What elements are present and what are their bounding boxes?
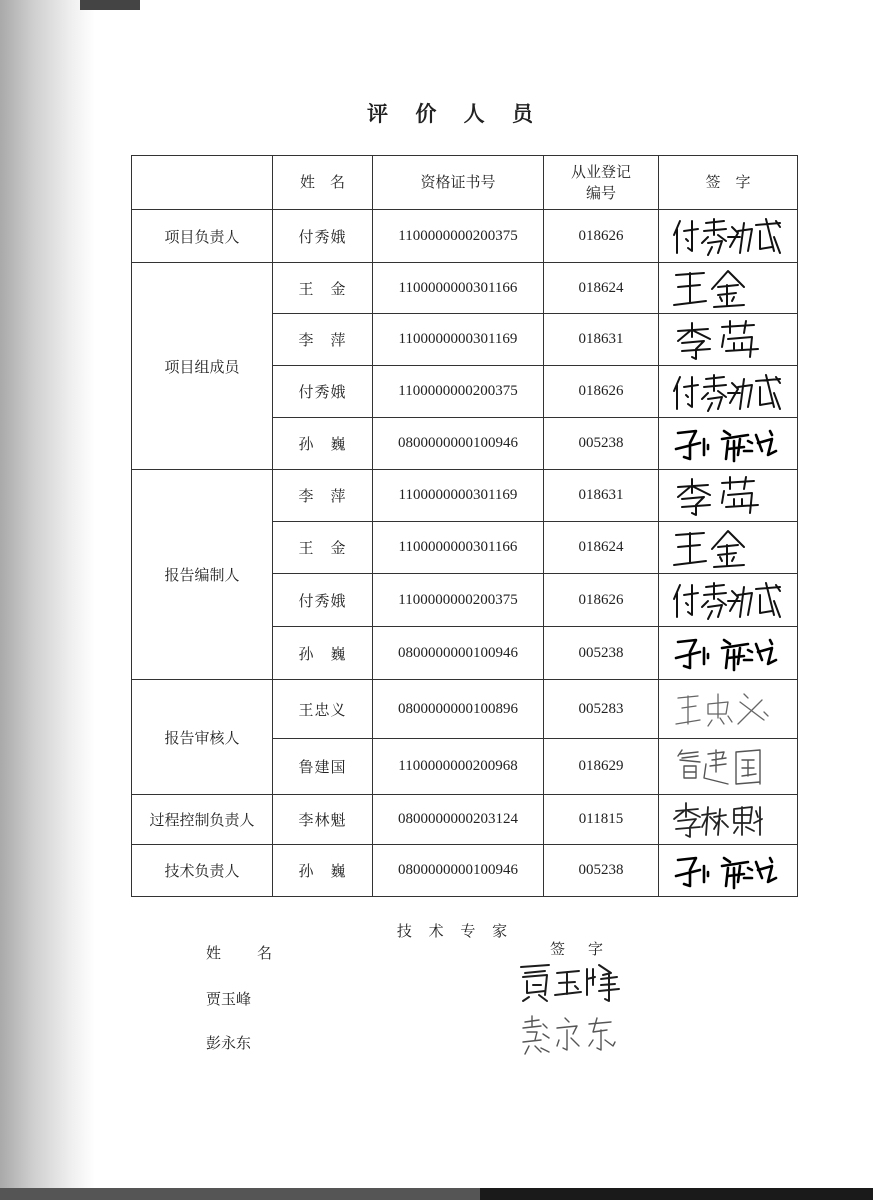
scan-edge-bottom (0, 1188, 480, 1200)
registration-number-cell: 018631 (544, 470, 659, 522)
name-cell: 鲁建国 (273, 739, 373, 795)
name-cell: 李 萍 (273, 470, 373, 522)
registration-number-cell: 018624 (544, 522, 659, 574)
scan-edge-top (80, 0, 140, 10)
expert-name: 贾玉峰 (206, 990, 252, 1008)
cert-number-cell: 1100000000301169 (373, 314, 544, 366)
role-cell: 过程控制负责人 (132, 795, 273, 845)
registration-number-cell: 018624 (544, 263, 659, 314)
name-cell: 王 金 (273, 522, 373, 574)
name-cell: 王忠义 (273, 680, 373, 739)
page-title: 评 价 人 员 (367, 102, 543, 126)
header-registration-number: 从业登记 编号 (544, 156, 659, 210)
cert-number-cell: 1100000000200968 (373, 739, 544, 795)
signature-cell (659, 795, 798, 845)
name-cell: 王 金 (273, 263, 373, 314)
page-edge-shadow (0, 0, 95, 1200)
header-signature: 签 字 (659, 156, 798, 210)
role-cell: 技术负责人 (132, 845, 273, 897)
signature-cell (659, 366, 798, 418)
registration-number-cell: 005283 (544, 680, 659, 739)
cert-number-cell: 0800000000203124 (373, 795, 544, 845)
registration-number-cell: 018631 (544, 314, 659, 366)
name-cell: 李 萍 (273, 314, 373, 366)
experts-name-label: 姓 名 (206, 944, 275, 962)
signature-cell (659, 210, 798, 263)
cert-number-cell: 1100000000200375 (373, 574, 544, 627)
table-header-row (132, 156, 798, 210)
signature-cell (659, 263, 798, 314)
registration-number-cell: 005238 (544, 418, 659, 470)
name-cell: 孙 巍 (273, 627, 373, 680)
expert-signature-1 (515, 955, 625, 1007)
table-row (132, 263, 798, 314)
experts-sign-label: 签 字 (550, 940, 608, 958)
role-cell: 报告审核人 (132, 680, 273, 795)
cert-number-cell: 0800000000100946 (373, 627, 544, 680)
signature-cell (659, 845, 798, 897)
signature-cell (659, 314, 798, 366)
role-cell: 项目组成员 (132, 263, 273, 470)
name-cell: 付秀娥 (273, 366, 373, 418)
cert-number-cell: 1100000000301166 (373, 522, 544, 574)
registration-number-cell: 018629 (544, 739, 659, 795)
header-role-blank (132, 156, 273, 210)
cert-number-cell: 0800000000100946 (373, 418, 544, 470)
evaluator-table (131, 155, 798, 897)
name-cell: 孙 巍 (273, 845, 373, 897)
registration-number-cell: 018626 (544, 366, 659, 418)
name-cell: 孙 巍 (273, 418, 373, 470)
role-cell: 报告编制人 (132, 470, 273, 680)
registration-number-cell: 018626 (544, 210, 659, 263)
cert-number-cell: 1100000000200375 (373, 366, 544, 418)
table-row (132, 680, 798, 739)
table-row (132, 210, 798, 263)
header-cert-number: 资格证书号 (373, 156, 544, 210)
signature-cell (659, 680, 798, 739)
signature-cell (659, 574, 798, 627)
signature-cell (659, 522, 798, 574)
signature-cell (659, 627, 798, 680)
cert-number-cell: 1100000000301169 (373, 470, 544, 522)
signature-cell (659, 418, 798, 470)
experts-heading: 技 术 专 家 (396, 922, 514, 940)
registration-number-cell: 018626 (544, 574, 659, 627)
table-row (132, 795, 798, 845)
cert-number-cell: 0800000000100946 (373, 845, 544, 897)
header-name: 姓 名 (273, 156, 373, 210)
table-row (132, 470, 798, 522)
registration-number-cell: 005238 (544, 845, 659, 897)
scan-edge-bottom-dark (480, 1188, 873, 1200)
expert-name: 彭永东 (206, 1034, 252, 1052)
table-row (132, 845, 798, 897)
signature-cell (659, 739, 798, 795)
signature-cell (659, 470, 798, 522)
cert-number-cell: 0800000000100896 (373, 680, 544, 739)
name-cell: 付秀娥 (273, 210, 373, 263)
cert-number-cell: 1100000000301166 (373, 263, 544, 314)
name-cell: 付秀娥 (273, 574, 373, 627)
role-cell: 项目负责人 (132, 210, 273, 263)
expert-signature-2 (517, 1012, 627, 1064)
name-cell: 李林魁 (273, 795, 373, 845)
registration-number-cell: 011815 (544, 795, 659, 845)
cert-number-cell: 1100000000200375 (373, 210, 544, 263)
registration-number-cell: 005238 (544, 627, 659, 680)
